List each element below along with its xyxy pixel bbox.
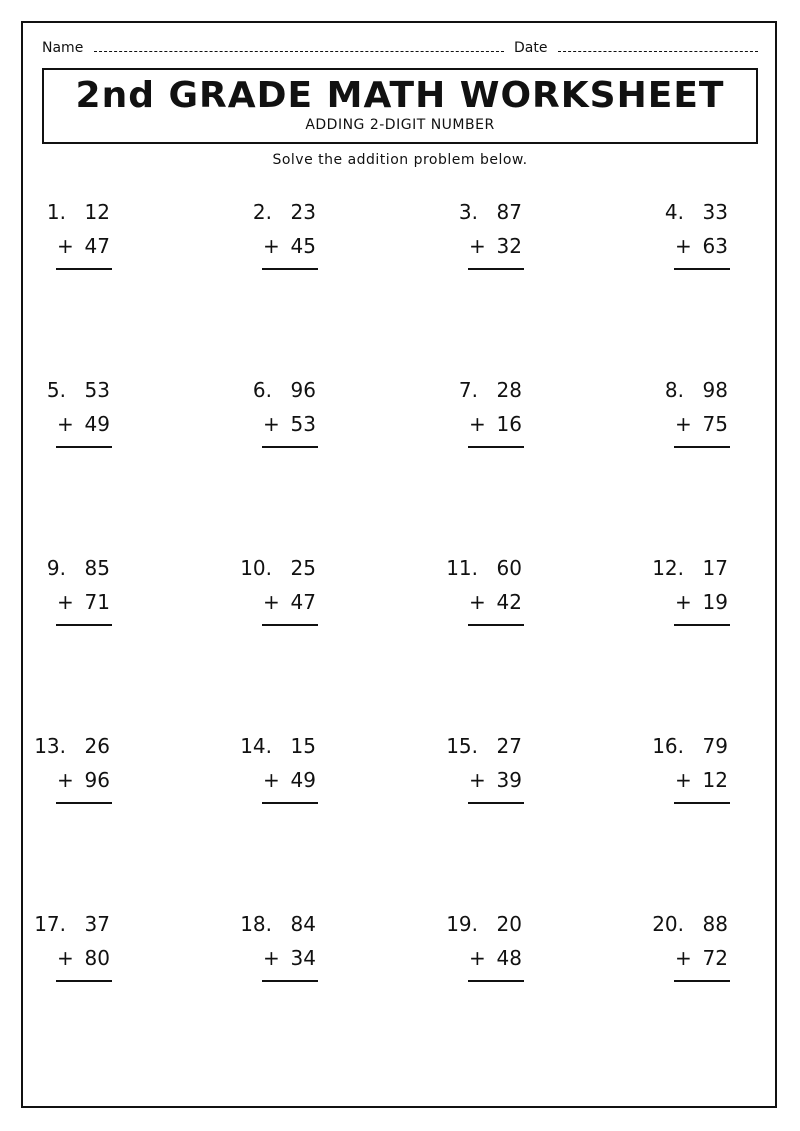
- addend-bottom: 96: [84, 768, 110, 792]
- addend-top: 96: [290, 378, 316, 402]
- addend-top: 12: [84, 200, 110, 224]
- worksheet-subtitle: ADDING 2-DIGIT NUMBER: [305, 117, 495, 133]
- problem-9: [30, 556, 150, 636]
- addend-top: 28: [496, 378, 522, 402]
- problem-8: [648, 378, 768, 458]
- addend-bottom: 75: [702, 412, 728, 436]
- problem-number: 15.: [446, 734, 478, 758]
- answer-line[interactable]: [262, 446, 318, 448]
- plus-sign: +: [263, 946, 280, 970]
- answer-line[interactable]: [674, 624, 730, 626]
- problem-2: [236, 200, 356, 280]
- problem-number: 14.: [240, 734, 272, 758]
- problem-7: [442, 378, 562, 458]
- addend-bottom: 71: [84, 590, 110, 614]
- problem-number: 4.: [664, 200, 684, 224]
- addend-bottom: 53: [290, 412, 316, 436]
- problem-number: 9.: [46, 556, 66, 580]
- addend-top: 17: [702, 556, 728, 580]
- problem-6: [236, 378, 356, 458]
- answer-line[interactable]: [262, 802, 318, 804]
- addend-top: 15: [290, 734, 316, 758]
- plus-sign: +: [263, 412, 280, 436]
- problem-1: [30, 200, 150, 280]
- problem-number: 7.: [458, 378, 478, 402]
- answer-line[interactable]: [56, 802, 112, 804]
- problem-3: [442, 200, 562, 280]
- answer-line[interactable]: [468, 268, 524, 270]
- problem-18: [236, 912, 356, 992]
- answer-line[interactable]: [468, 980, 524, 982]
- plus-sign: +: [469, 234, 486, 258]
- worksheet-title: 2nd GRADE MATH WORKSHEET: [75, 75, 725, 116]
- addend-bottom: 72: [702, 946, 728, 970]
- addend-top: 98: [702, 378, 728, 402]
- plus-sign: +: [675, 946, 692, 970]
- plus-sign: +: [469, 412, 486, 436]
- answer-line[interactable]: [674, 268, 730, 270]
- date-label: Date: [514, 40, 548, 56]
- addend-bottom: 39: [496, 768, 522, 792]
- answer-line[interactable]: [56, 446, 112, 448]
- problem-19: [442, 912, 562, 992]
- addend-top: 85: [84, 556, 110, 580]
- problem-10: [236, 556, 356, 636]
- addend-bottom: 47: [290, 590, 316, 614]
- addend-bottom: 45: [290, 234, 316, 258]
- addend-bottom: 48: [496, 946, 522, 970]
- addend-bottom: 49: [290, 768, 316, 792]
- addend-bottom: 32: [496, 234, 522, 258]
- problem-4: [648, 200, 768, 280]
- addend-bottom: 16: [496, 412, 522, 436]
- plus-sign: +: [57, 590, 74, 614]
- problem-number: 13.: [34, 734, 66, 758]
- answer-line[interactable]: [56, 624, 112, 626]
- answer-line[interactable]: [468, 802, 524, 804]
- problem-number: 12.: [652, 556, 684, 580]
- plus-sign: +: [57, 768, 74, 792]
- plus-sign: +: [57, 234, 74, 258]
- answer-line[interactable]: [262, 268, 318, 270]
- problem-number: 20.: [652, 912, 684, 936]
- answer-line[interactable]: [674, 802, 730, 804]
- plus-sign: +: [469, 768, 486, 792]
- answer-line[interactable]: [468, 446, 524, 448]
- problem-number: 17.: [34, 912, 66, 936]
- problem-number: 18.: [240, 912, 272, 936]
- answer-line[interactable]: [674, 980, 730, 982]
- plus-sign: +: [469, 590, 486, 614]
- date-blank[interactable]: [558, 41, 758, 52]
- addend-top: 25: [290, 556, 316, 580]
- addend-top: 60: [496, 556, 522, 580]
- addend-top: 88: [702, 912, 728, 936]
- addend-bottom: 47: [84, 234, 110, 258]
- addend-bottom: 19: [702, 590, 728, 614]
- answer-line[interactable]: [468, 624, 524, 626]
- addend-bottom: 63: [702, 234, 728, 258]
- addend-top: 20: [496, 912, 522, 936]
- answer-line[interactable]: [262, 980, 318, 982]
- problem-17: [30, 912, 150, 992]
- answer-line[interactable]: [674, 446, 730, 448]
- problem-13: [30, 734, 150, 814]
- addend-bottom: 12: [702, 768, 728, 792]
- addend-bottom: 34: [290, 946, 316, 970]
- problem-number: 5.: [46, 378, 66, 402]
- problem-11: [442, 556, 562, 636]
- plus-sign: +: [675, 234, 692, 258]
- problem-16: [648, 734, 768, 814]
- addend-top: 33: [702, 200, 728, 224]
- addend-top: 79: [702, 734, 728, 758]
- problem-number: 1.: [46, 200, 66, 224]
- addend-top: 53: [84, 378, 110, 402]
- addend-top: 37: [84, 912, 110, 936]
- plus-sign: +: [263, 590, 280, 614]
- problem-number: 16.: [652, 734, 684, 758]
- title-box: [42, 68, 758, 144]
- name-field[interactable]: [42, 40, 504, 56]
- problem-5: [30, 378, 150, 458]
- problem-12: [648, 556, 768, 636]
- instructions: Solve the addition problem below.: [272, 152, 528, 168]
- plus-sign: +: [263, 234, 280, 258]
- problem-number: 6.: [252, 378, 272, 402]
- answer-line[interactable]: [56, 980, 112, 982]
- plus-sign: +: [57, 946, 74, 970]
- problem-number: 8.: [664, 378, 684, 402]
- addend-bottom: 49: [84, 412, 110, 436]
- addend-top: 23: [290, 200, 316, 224]
- addend-bottom: 42: [496, 590, 522, 614]
- addend-top: 84: [290, 912, 316, 936]
- addend-top: 87: [496, 200, 522, 224]
- plus-sign: +: [675, 412, 692, 436]
- problem-number: 10.: [240, 556, 272, 580]
- plus-sign: +: [469, 946, 486, 970]
- problem-15: [442, 734, 562, 814]
- date-field[interactable]: [514, 40, 758, 56]
- name-label: Name: [42, 40, 84, 56]
- answer-line[interactable]: [262, 624, 318, 626]
- problem-number: 19.: [446, 912, 478, 936]
- plus-sign: +: [675, 768, 692, 792]
- problem-14: [236, 734, 356, 814]
- addend-top: 26: [84, 734, 110, 758]
- plus-sign: +: [57, 412, 74, 436]
- answer-line[interactable]: [56, 268, 112, 270]
- problem-number: 11.: [446, 556, 478, 580]
- problem-number: 3.: [458, 200, 478, 224]
- name-blank[interactable]: [94, 41, 504, 52]
- problem-20: [648, 912, 768, 992]
- problem-number: 2.: [252, 200, 272, 224]
- plus-sign: +: [263, 768, 280, 792]
- addend-bottom: 80: [84, 946, 110, 970]
- addend-top: 27: [496, 734, 522, 758]
- plus-sign: +: [675, 590, 692, 614]
